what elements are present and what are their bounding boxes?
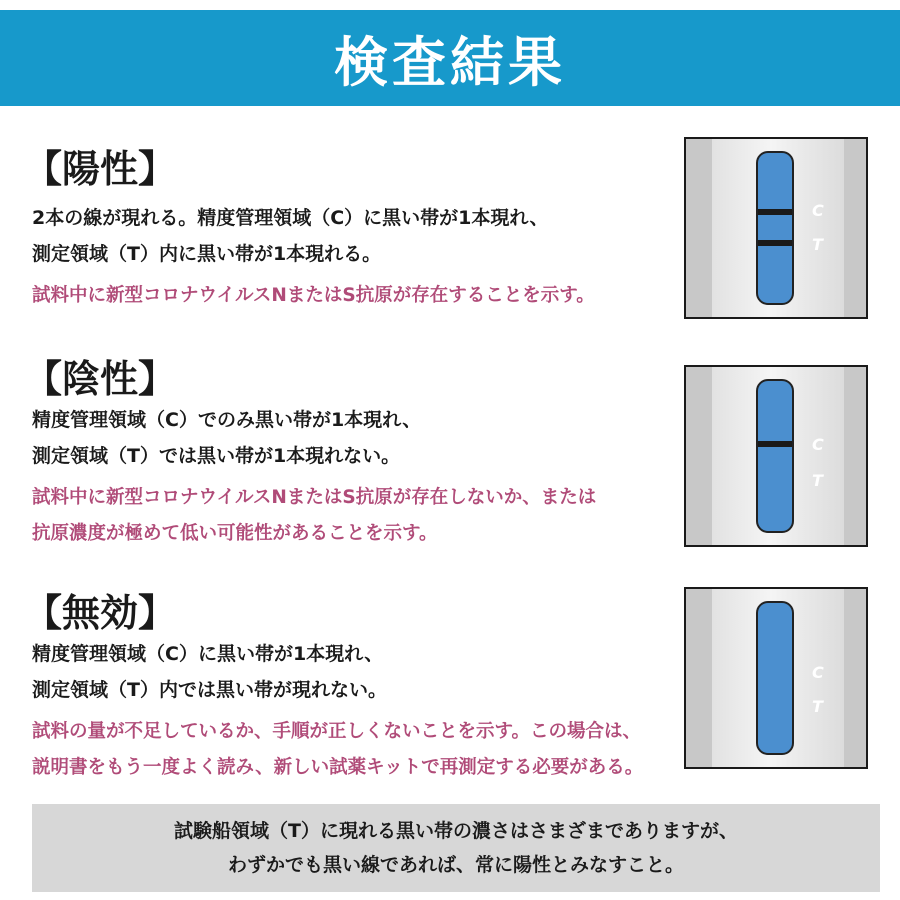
- test-label: T: [812, 697, 823, 716]
- footer-line: 試験船領域（T）に現れる黒い帯の濃さはさまざまでありますが、: [174, 820, 738, 842]
- result-note: 試料中に新型コロナウイルスNまたはS抗原が存在しないか、または: [32, 487, 597, 508]
- section-invalid: [24, 590, 674, 786]
- header-banner: [0, 10, 900, 106]
- control-label: C: [812, 435, 824, 454]
- control-band: [758, 209, 792, 215]
- description-line: 測定領域（T）内に黒い帯が1本現れる。: [32, 243, 382, 265]
- result-note: 試料の量が不足しているか、手順が正しくないことを示す。この場合は、: [32, 721, 642, 742]
- description-line: 精度管理領域（C）に黒い帯が1本現れ、: [32, 643, 384, 665]
- section-title: 【陽性】: [24, 147, 177, 191]
- section-positive: [24, 146, 674, 314]
- result-note: 試料中に新型コロナウイルスNまたはS抗原が存在することを示す。: [32, 285, 595, 306]
- strip-result-window: [756, 379, 794, 533]
- description-line: 精度管理領域（C）でのみ黒い帯が1本現れ、: [32, 409, 422, 431]
- description-line: 測定領域（T）内では黒い帯が現れない。: [32, 679, 387, 701]
- control-label: C: [812, 201, 824, 220]
- control-label: C: [812, 663, 824, 682]
- strip-result-window: [756, 601, 794, 755]
- result-note: 説明書をもう一度よく読み、新しい試薬キットで再測定する必要がある。: [32, 757, 644, 778]
- section-title: 【無効】: [24, 591, 177, 635]
- test-strip-negative: [684, 365, 868, 547]
- strip-result-window: [756, 151, 794, 305]
- footer-notice: [32, 804, 880, 892]
- test-strip-invalid: [684, 587, 868, 769]
- section-negative: [24, 356, 674, 552]
- test-label: T: [812, 471, 823, 490]
- page-title: 検査結果: [334, 30, 566, 94]
- test-label: T: [812, 235, 823, 254]
- test-band: [758, 240, 792, 246]
- control-band: [758, 441, 792, 447]
- footer-line: わずかでも黒い線であれば、常に陽性とみなすこと。: [227, 854, 684, 876]
- section-title: 【陰性】: [24, 357, 177, 401]
- test-strip-positive: [684, 137, 868, 319]
- description-line: 2本の線が現れる。精度管理領域（C）に黒い帯が1本現れ、: [32, 207, 549, 229]
- description-line: 測定領域（T）では黒い帯が1本現れない。: [32, 445, 401, 467]
- result-note: 抗原濃度が極めて低い可能性があることを示す。: [32, 523, 438, 544]
